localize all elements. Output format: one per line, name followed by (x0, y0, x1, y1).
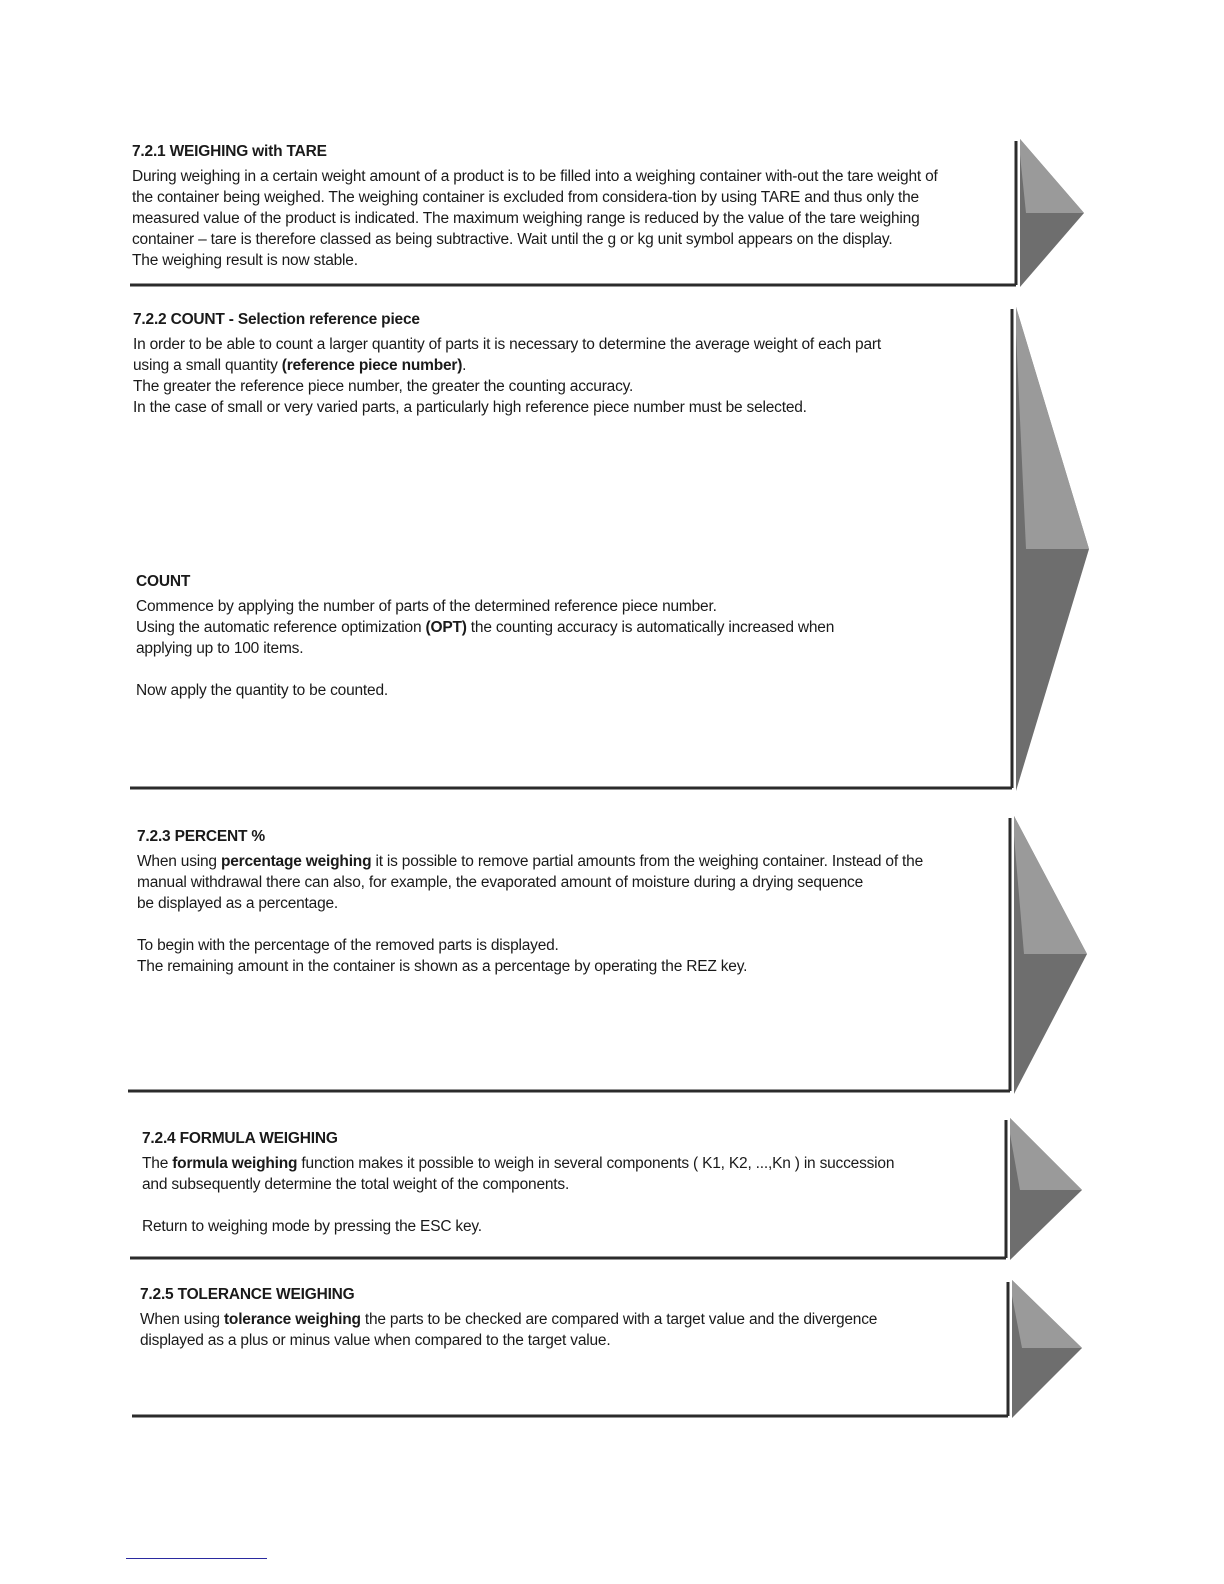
section-heading: 7.2.3 PERCENT % (137, 828, 265, 845)
body-line: The remaining amount in the container is shown as a percentage by operating the REZ key. (137, 958, 748, 975)
body-line: When using percentage weighing it is possible to remove partial amounts from the weighing container. Instead of the (137, 853, 923, 870)
body-line: To begin with the percentage of the removed parts is displayed. (137, 937, 559, 954)
section-heading: 7.2.4 FORMULA WEIGHING (142, 1130, 338, 1147)
section-tolerance-weighing (128, 1276, 1098, 1424)
body-line: Now apply the quantity to be counted. (136, 682, 388, 699)
body-line: be displayed as a percentage. (137, 895, 339, 912)
body-line: applying up to 100 items. (136, 640, 304, 657)
section-percent (124, 812, 1094, 1100)
emphasis-text: tolerance weighing (223, 1311, 361, 1328)
section-formula-weighing (126, 1114, 1096, 1266)
body-line: container – tare is therefore classed as being subtractive. Wait until the g or kg unit symbol appears on the display. (132, 231, 893, 248)
body-line: During weighing in a certain weight amount of a product is to be filled into a weighing container with-out the tare weight of (132, 168, 938, 185)
body-line: Using the automatic reference optimization (OPT) the counting accuracy is automatically increased when (136, 619, 835, 636)
emphasis-text: percentage weighing (220, 853, 372, 870)
subsection-heading: COUNT (136, 573, 191, 590)
section-weighing-with-tare (126, 135, 1096, 293)
body-line: and subsequently determine the total weight of the components. (142, 1176, 570, 1193)
body-line: measured value of the product is indicated. The maximum weighing range is reduced by the value of the tare weighing (132, 210, 920, 227)
section-count (126, 303, 1096, 795)
body-line: manual withdrawal there can also, for example, the evaporated amount of moisture during a drying sequence (137, 874, 864, 891)
section-heading: 7.2.1 WEIGHING with TARE (132, 143, 327, 160)
body-line: The weighing result is now stable. (132, 252, 358, 269)
body-line: In order to be able to count a larger quantity of parts it is necessary to determine the average weight of each part (133, 336, 881, 353)
body-line: When using tolerance weighing the parts to be checked are compared with a target value and the divergence (140, 1311, 878, 1328)
emphasis-text: (OPT) (425, 619, 467, 636)
section-heading: 7.2.2 COUNT - Selection reference piece (133, 311, 420, 328)
body-line: displayed as a plus or minus value when compared to the target value. (140, 1332, 611, 1349)
section-heading: 7.2.5 TOLERANCE WEIGHING (140, 1286, 355, 1303)
body-line: The formula weighing function makes it possible to weigh in several components ( K1, K2, ...,Kn ) in succession (142, 1155, 895, 1172)
body-line: Commence by applying the number of parts of the determined reference piece number. (136, 598, 717, 615)
emphasis-text: formula weighing (172, 1155, 298, 1172)
body-line: In the case of small or very varied parts, a particularly high reference piece number must be selected. (133, 399, 807, 416)
body-line: the container being weighed. The weighing container is excluded from considera-tion by using TARE and thus only the (132, 189, 919, 206)
body-line: The greater the reference piece number, the greater the counting accuracy. (133, 378, 634, 395)
footnote-rule (126, 1558, 267, 1559)
body-line: using a small quantity (reference piece number). (133, 357, 467, 374)
emphasis-text: (reference piece number) (281, 357, 463, 374)
body-line: Return to weighing mode by pressing the ESC key. (142, 1218, 482, 1235)
